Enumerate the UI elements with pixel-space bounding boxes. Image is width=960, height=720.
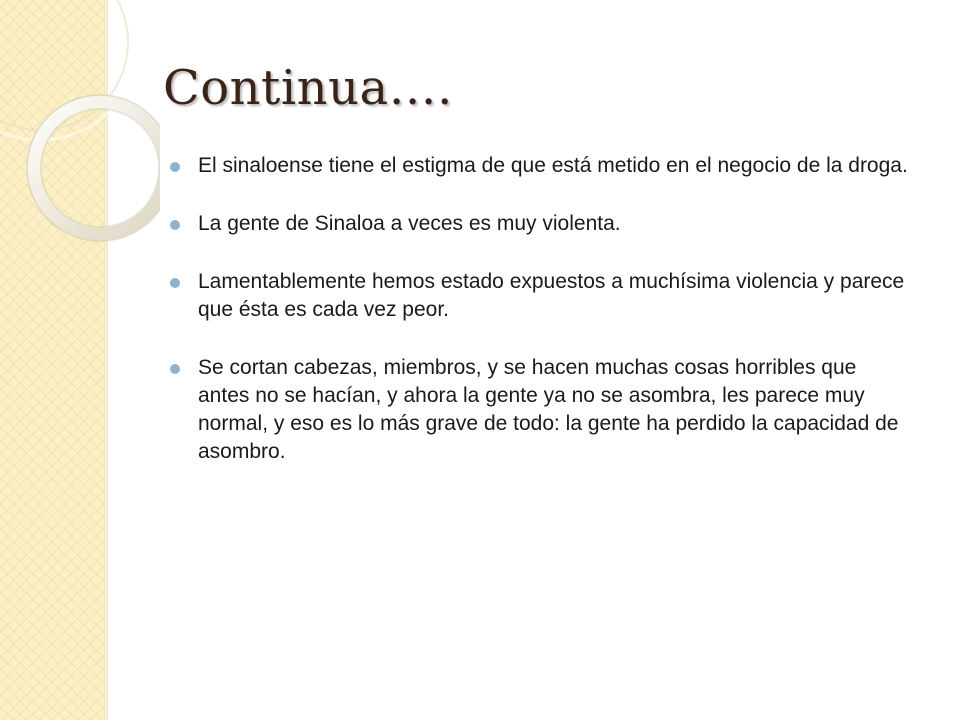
bullet-item [163,152,913,180]
bullet-text: El sinaloense tiene el estigma de que está metido en el negocio de la droga. [198,154,908,177]
bullet-text: Lamentablemente hemos estado expuestos a muchísima violencia y parece que ésta es cada vez peor. [198,270,905,321]
bullet-dot-icon [170,220,180,230]
bullet-dot-icon [170,162,180,172]
bullet-dot-icon [170,278,180,288]
bullet-item [163,354,913,466]
slide-title: Continua…. [163,60,453,116]
bullet-item [163,210,913,238]
decorative-rings-graphic [0,0,160,260]
bullet-list [163,152,913,496]
bullet-text: La gente de Sinaloa a veces es muy violenta. [198,212,621,235]
bullet-text: Se cortan cabezas, miembros, y se hacen muchas cosas horribles que antes no se hacían, y ahora la gente ya no se asombra, les parece muy normal, y eso es lo más grave de todo: la gente ha perdido la capacidad de asombro. [198,356,899,463]
bullet-dot-icon [170,364,180,374]
bullet-item [163,268,913,324]
